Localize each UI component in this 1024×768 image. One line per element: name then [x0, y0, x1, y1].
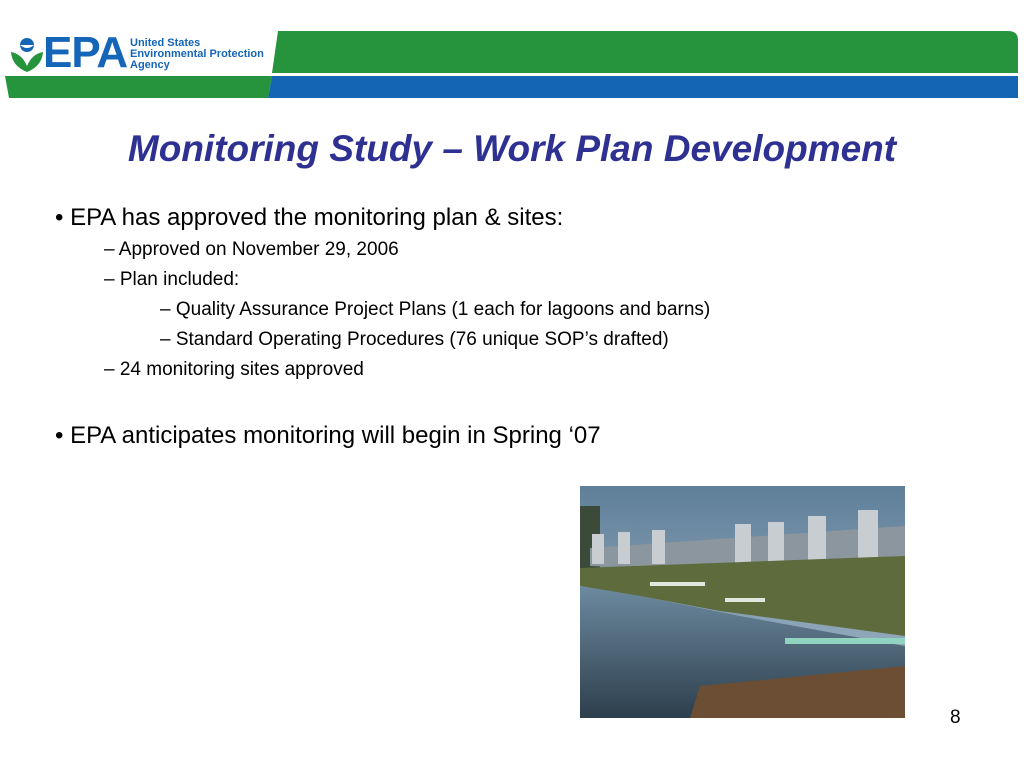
farm-lagoon-photo — [580, 486, 905, 718]
bullet-2: • EPA anticipates monitoring will begin in Spring ‘07 — [55, 422, 601, 449]
agency-line: Environmental Protection — [130, 48, 264, 60]
sub-sub-bullet: – Quality Assurance Project Plans (1 each for lagoons and barns) — [160, 299, 711, 320]
green-band — [272, 31, 1018, 73]
epa-flower-icon — [10, 36, 44, 72]
bullet-1: • EPA has approved the monitoring plan & sites: — [55, 204, 564, 231]
epa-logo-text: EPA — [43, 28, 128, 77]
agency-line: United States — [130, 37, 201, 49]
page-number: 8 — [950, 707, 961, 728]
blue-band — [268, 76, 1018, 98]
green-band-left — [5, 76, 272, 98]
sub-bullet: – 24 monitoring sites approved — [104, 359, 364, 380]
sub-bullet: – Plan included: — [104, 269, 240, 290]
slide-title: Monitoring Study – Work Plan Development — [127, 128, 897, 169]
agency-name — [130, 38, 264, 71]
sub-sub-bullet: – Standard Operating Procedures (76 unique SOP’s drafted) — [160, 329, 669, 350]
agency-line: Agency — [130, 59, 170, 71]
sub-bullet: – Approved on November 29, 2006 — [104, 239, 399, 260]
